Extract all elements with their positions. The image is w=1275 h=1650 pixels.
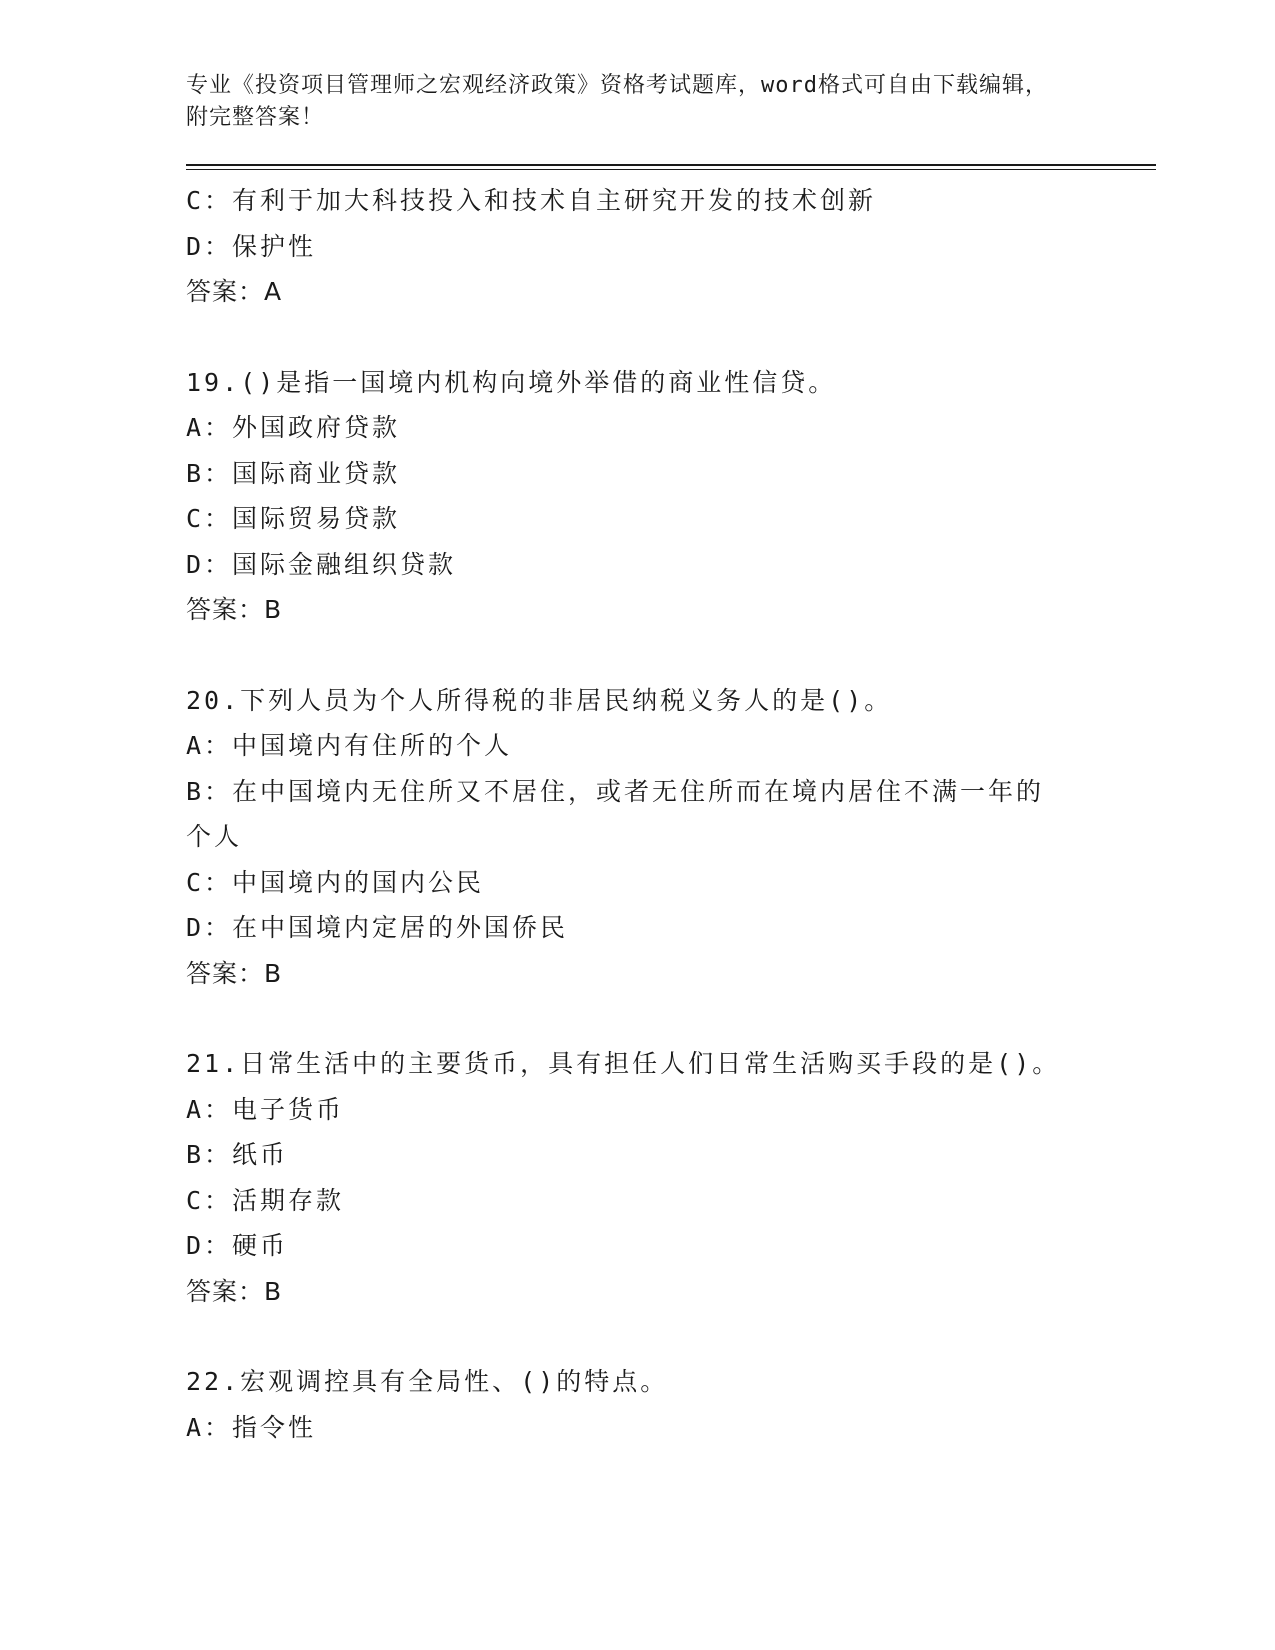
answer-line: 答案：B (186, 595, 283, 624)
document-page (186, 70, 1156, 1450)
answer-line: 答案：B (186, 1276, 283, 1306)
option-b: B：纸币 (186, 1140, 289, 1169)
option-b: B：在中国境内无住所又不居住，或者无住所而在境内居住不满一年的个人 (186, 776, 1045, 851)
answer-line: 答案：B (186, 958, 283, 988)
question-stem: 22.宏观调控具有全局性、()的特点。 (186, 1367, 669, 1396)
option-a: A：中国境内有住所的个人 (186, 731, 513, 760)
option-d: D：在中国境内定居的外国侨民 (186, 913, 569, 942)
question-list (186, 178, 1156, 1450)
option-c: C：国际贸易贷款 (186, 504, 401, 533)
question-block (186, 1359, 1156, 1450)
option-c: C：有利于加大科技投入和技术自主研究开发的技术创新 (186, 186, 877, 215)
question-block (186, 360, 1156, 633)
option-d: D：保护性 (186, 231, 317, 261)
option-d: D：硬币 (186, 1231, 289, 1260)
question-block (186, 678, 1156, 997)
option-b: B：国际商业贷款 (186, 458, 401, 488)
option-a: A：指令性 (186, 1412, 317, 1442)
answer-line: 答案：A (186, 277, 283, 306)
option-d: D：国际金融组织贷款 (186, 549, 457, 579)
header-divider (186, 164, 1156, 170)
option-a: A：电子货币 (186, 1094, 345, 1124)
question-stem: 19.()是指一国境内机构向境外举借的商业性信贷。 (186, 367, 837, 397)
option-c: C：活期存款 (186, 1185, 345, 1215)
question-stem: 20.下列人员为个人所得税的非居民纳税义务人的是()。 (186, 685, 893, 715)
question-block (186, 1041, 1156, 1314)
option-c: C：中国境内的国内公民 (186, 867, 485, 897)
question-stem: 21.日常生活中的主要货币，具有担任人们日常生活购买手段的是()。 (186, 1049, 1061, 1078)
question-block (186, 178, 1156, 315)
option-a: A：外国政府贷款 (186, 413, 401, 442)
page-header: 专业《投资项目管理师之宏观经济政策》资格考试题库，word格式可自由下载编辑，附完整答案！ (186, 73, 1048, 130)
